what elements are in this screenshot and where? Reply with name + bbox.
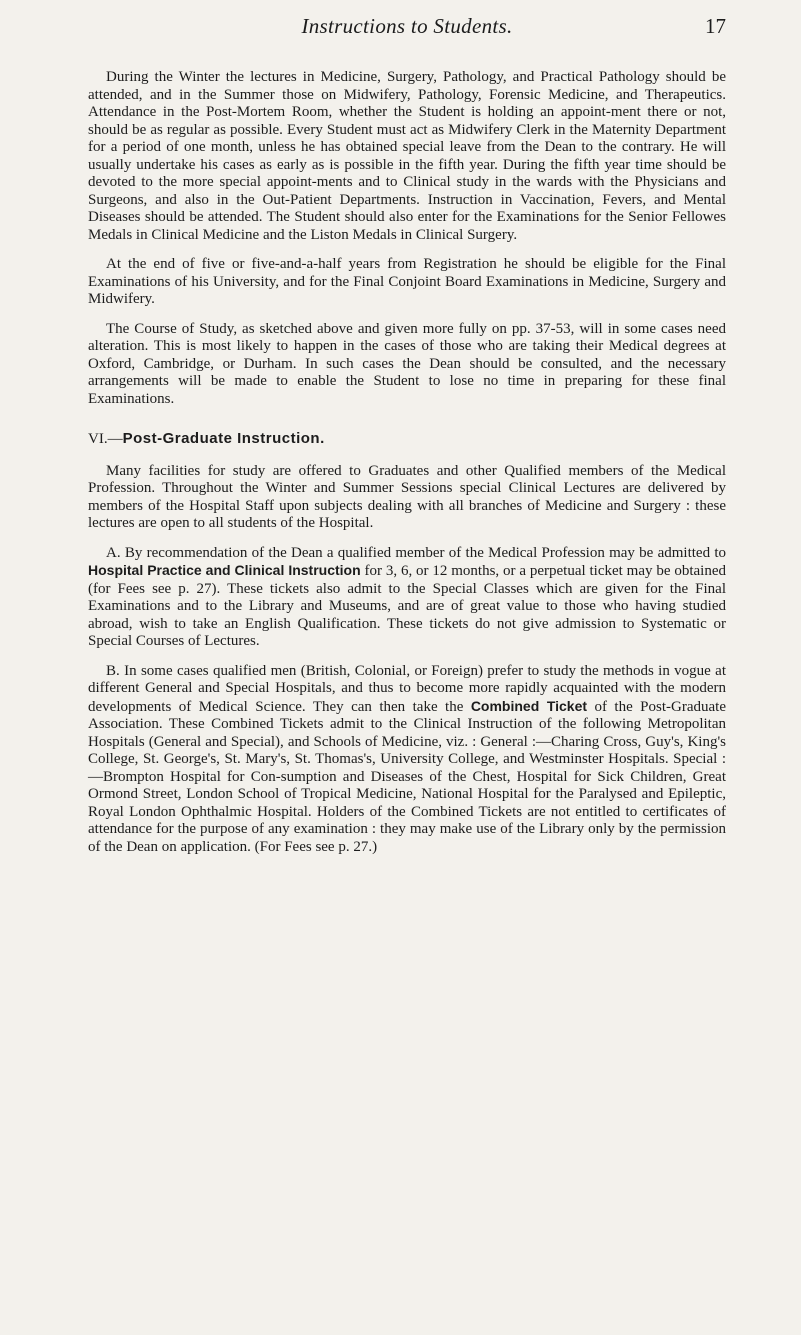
paragraph-postgraduate-intro: Many facilities for study are offered to Graduates and other Qualified members of the Medical Profession. Throughout the Winter and Summer Sessions special Clinical Lectures are delivered by members of the Hospital Staff upon subjects dealing with all branches of Medicine and Surgery : these lectures are open to all students of the Hospital. (88, 462, 726, 531)
paragraph-course-alteration: The Course of Study, as sketched above and given more fully on pp. 37-53, will in some cases need alteration. This is most likely to happen in the cases of those who are taking their Medical degrees at Oxford, Cambridge, or Durham. In such cases the Dean should be consulted, and the necessary arrangements will be made to enable the Student to lose no time in preparing for these final Examinations. (88, 320, 726, 407)
document-page (88, 14, 726, 868)
running-title: Instructions to Students. (301, 14, 513, 38)
paragraph-b-text: B. In some cases qualified men (British, Colonial, or Foreign) prefer to study the methods in vogue at different General and Special Hospitals, and thus to become more rapidly acquainted with the modern developments of Medical Science. They can then take the (88, 662, 726, 715)
paragraph-a-text: A. By recommendation of the Dean a qualified member of the Medical Profession may be admitted to (106, 544, 726, 561)
paragraph-a-text-continued: for 3, 6, or 12 months, or a perpetual ticket may be obtained (for Fees see p. 27). These tickets also admit to the Special Classes which are given for the Final Examinations and to the Library and Museums, and are of great value to those who having studied abroad, wish to take an English Qualification. These tickets do not give admission to Systematic or Special Courses of Lectures. (88, 563, 726, 649)
paragraph-b-text-continued: of the Post-Graduate Association. These Combined Tickets admit to the Clinical Instruction of the following Metropolitan Hospitals (General and Special), and Schools of Medicine, viz. : General :—Charing Cross, Guy's, King's College, St. George's, St. Mary's, St. Thomas's, University College, and Westminster Hospitals. Special :—Brompton Hospital for Con-sumption and Diseases of the Chest, Hospital for Sick Children, Great Ormond Street, London School of Tropical Medicine, National Hospital for the Paralysed and Epileptic, Royal London Ophthalmic Hospital. Holders of the Combined Tickets are not entitled to certificates of attendance for the purpose of any examination : they may make use of the Library only by the permission of the Dean on application. (For Fees see p. 27.) (88, 698, 726, 855)
running-header (88, 14, 726, 47)
body-text (88, 69, 726, 856)
paragraph-hospital-practice (88, 545, 726, 651)
paragraph-combined-ticket (88, 663, 726, 857)
paragraph-final-examinations: At the end of five or five-and-a-half years from Registration he should be eligible for the Final Examinations of his University, and for the Final Conjoint Board Examinations in Medicine, Surgery and Midwifery. (88, 256, 726, 307)
section-title: Post-Graduate Instruction. (122, 430, 325, 447)
page-number: 17 (705, 14, 726, 38)
hospital-practice-term: Hospital Practice and Clinical Instruction (88, 562, 361, 578)
paragraph-course-fourth-fifth-year: During the Winter the lectures in Medicine, Surgery, Pathology, and Practical Pathology should be attended, and in the Summer those on Midwifery, Pathology, Forensic Medicine, and Therapeutics. Attendance in the Post-Mortem Room, whether the Student is holding an appoint-ment there or not, should be as regular as possible. Every Student must act as Midwifery Clerk in the Maternity Department for a period of one month, unless he has obtained special leave from the Dean to the contrary. He will usually undertake his cases as early as is possible in the fifth year. During the fifth year time should be devoted to the more special appoint-ments and to Clinical study in the wards with the Physicians and Surgeons, and also in the Out-Patient Departments. Instruction in Vaccination, Fevers, and Mental Diseases should be attended. The Student should also enter for the Examinations for the Senior Fellowes Medals in Clinical Medicine and the Liston Medals in Clinical Surgery. (88, 69, 726, 243)
section-heading (88, 430, 726, 449)
section-number: VI.— (88, 431, 123, 447)
combined-ticket-term: Combined Ticket (470, 697, 588, 714)
